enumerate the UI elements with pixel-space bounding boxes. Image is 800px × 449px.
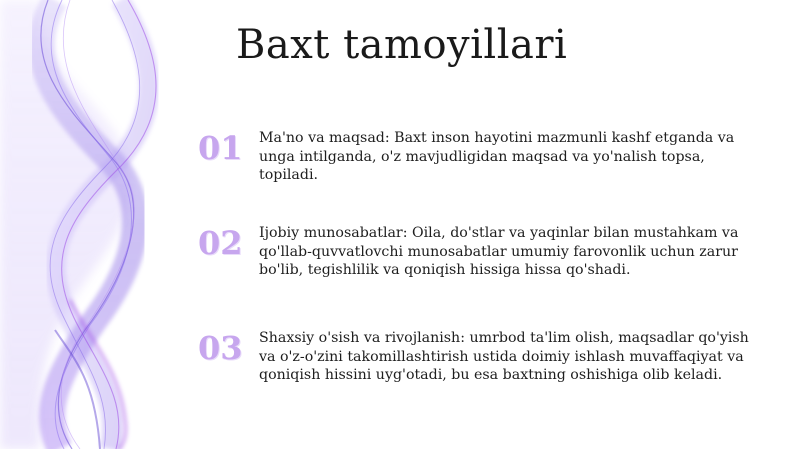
slide-title: Baxt tamoyillari xyxy=(236,22,568,68)
item-number: 02 xyxy=(198,224,243,262)
decorative-ribbon xyxy=(0,0,200,449)
item-number: 01 xyxy=(198,129,243,167)
item-text: Ma'no va maqsad: Baxt inson hayotini mazmunli kashf etganda va unga intilganda, o'z mavjudligidan maqsad va yo'nalish topsa, topiladi. xyxy=(259,130,735,183)
item-text: Shaxsiy o'sish va rivojlanish: umrbod ta'lim olish, maqsadlar qo'yish va o'z-o'zini takomillashtirish ustida doimiy ishlash muvaffaqiyat va qoniqish hissini uyg'otadi, bu esa baxtning oshishiga olib keladi. xyxy=(259,330,749,383)
item-number: 03 xyxy=(198,329,243,367)
item-text: Ijobiy munosabatlar: Oila, do'stlar va yaqinlar bilan mustahkam va qo'llab-quvvatlovchi munosabatlar umumiy farovonlik uchun zarur bo'lib, tegishlilik va qoniqish hissiga hissa qo'shadi. xyxy=(259,225,739,278)
